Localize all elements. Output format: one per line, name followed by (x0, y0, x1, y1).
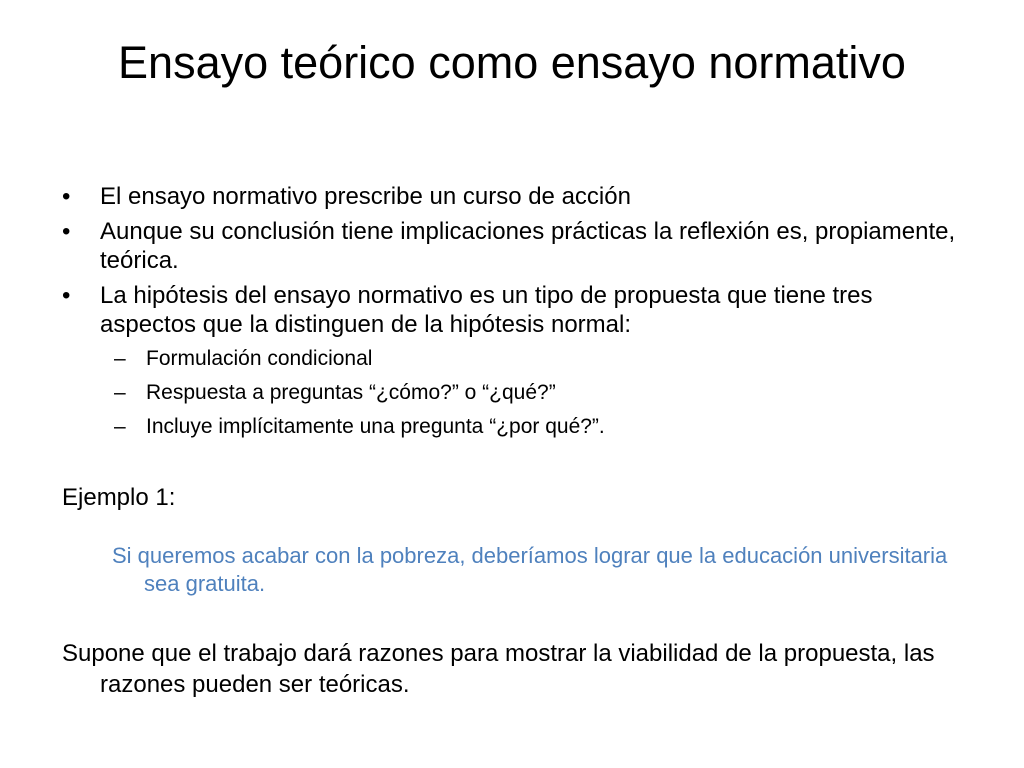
conclusion-text: Supone que el trabajo dará razones para mostrar la viabilidad de la propuesta, las razones pueden ser teóricas. (62, 640, 935, 698)
sub-bullet-item (62, 379, 962, 407)
bullet-item (62, 217, 962, 275)
slide-title: Ensayo teórico como ensayo normativo (118, 37, 906, 88)
bullet-item (62, 182, 962, 211)
sub-bullet-text: Formulación condicional (146, 347, 373, 370)
bullet-marker: • (62, 282, 71, 309)
bullet-marker: • (62, 218, 71, 245)
sub-bullet-text: Incluye implícitamente una pregunta “¿por qué?”. (146, 415, 605, 438)
sub-bullet-item (62, 345, 962, 373)
bullet-text: Aunque su conclusión tiene implicaciones prácticas la reflexión es, propiamente, teórica. (100, 218, 956, 274)
example-quote-text: Si queremos acabar con la pobreza, deberíamos lograr que la educación universitaria sea gratuita. (112, 543, 948, 596)
bullet-text: La hipótesis del ensayo normativo es un tipo de propuesta que tiene tres aspectos que la distinguen de la hipótesis normal: (100, 282, 873, 338)
sub-bullet-marker: – (114, 347, 126, 370)
bullet-text: El ensayo normativo prescribe un curso de acción (100, 183, 631, 210)
bullet-item (62, 281, 962, 339)
sub-bullet-text: Respuesta a preguntas “¿cómo?” o “¿qué?” (146, 381, 556, 404)
sub-bullet-item (62, 413, 962, 441)
bullet-marker: • (62, 183, 71, 210)
sub-bullet-marker: – (114, 415, 126, 438)
example-label: Ejemplo 1: (62, 484, 176, 511)
sub-bullet-marker: – (114, 381, 126, 404)
example-quote (62, 542, 962, 598)
slide-body (62, 182, 962, 700)
